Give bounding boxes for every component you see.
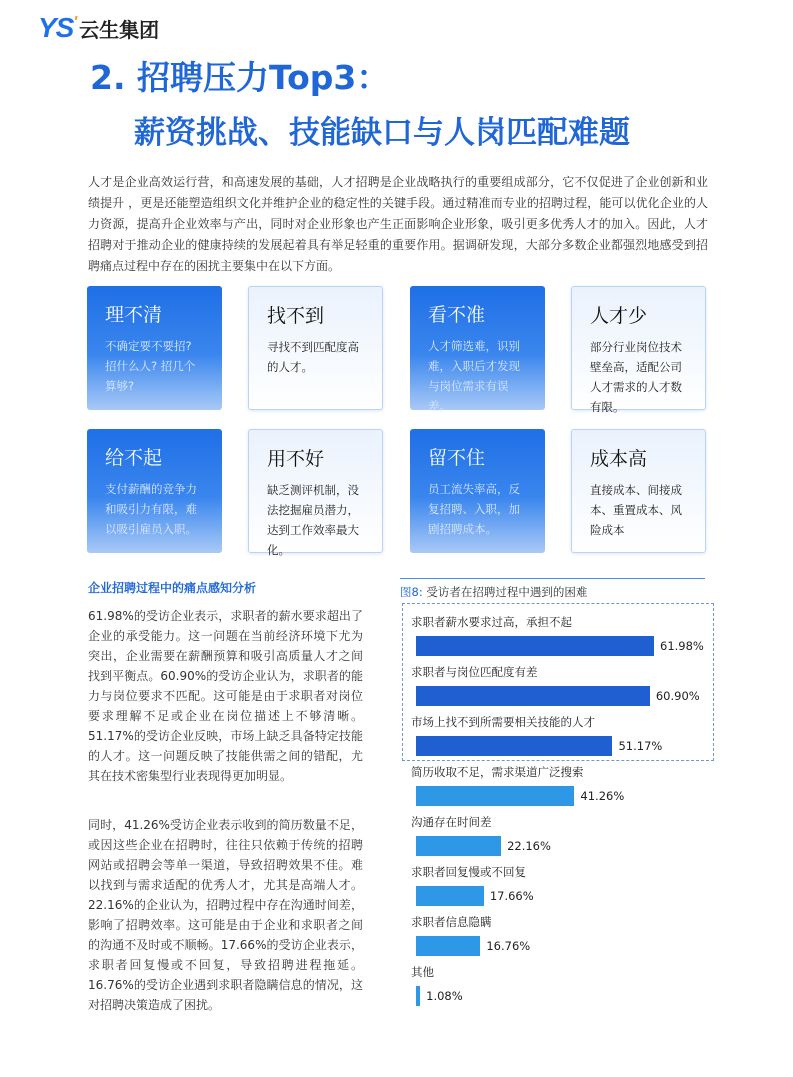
bar-category-label: 求职者薪水要求过高，承担不起 bbox=[411, 615, 572, 629]
card-desc: 部分行业岗位技术壁垒高，适配公司人才需求的人才数有限。 bbox=[590, 340, 682, 414]
card-desc: 直接成本、间接成本、重置成本、风险成本 bbox=[590, 483, 682, 537]
bar-value-label: 1.08% bbox=[426, 989, 463, 1003]
analysis-paragraph-2: 同时，41.26%受访企业表示收到的简历数量不足，或因这些企业在招聘时，往往只依赖于传统的招聘网站或招聘会等单一渠道，导致招聘效果不佳。难以找到与需求适配的优秀人才，尤其是高端人才。22.16%的企业认为，招聘过程中存在沟通时间差，影响了招聘效率。这可能是由于企业和求职者之间的沟通不及时或不顺畅。17.66%的受访企业表示，求职者回复慢或不回复，导致招聘进程拖延。16.76%的受访企业遇到求职者隐瞒信息的情况，这对招聘决策造成了困扰。 bbox=[88, 818, 363, 1012]
card-title: 留不住 bbox=[428, 447, 486, 469]
pain-card bbox=[410, 286, 545, 413]
card-desc: 人才筛选难，识别难，入职后才发现与岗位需求有误差。 bbox=[428, 339, 520, 413]
card-desc: 寻找不到匹配度高的人才。 bbox=[267, 340, 359, 374]
card-title: 理不清 bbox=[105, 304, 163, 326]
card-title: 看不准 bbox=[428, 304, 486, 326]
card-title: 成本高 bbox=[590, 448, 648, 470]
card-desc: 不确定要不要招? 招什么人? 招几个算够? bbox=[105, 339, 196, 393]
figure-label: 图8: bbox=[400, 585, 423, 599]
bar-value-label: 60.90% bbox=[655, 689, 700, 703]
bar-category-label: 其他 bbox=[411, 965, 434, 979]
pain-card bbox=[571, 429, 706, 553]
bar-category-label: 市场上找不到所需要相关技能的人才 bbox=[411, 715, 595, 729]
card-title: 找不到 bbox=[267, 305, 325, 327]
bar-category-label: 求职者回复慢或不回复 bbox=[411, 865, 526, 879]
bar bbox=[416, 936, 480, 956]
card-desc: 支付薪酬的竞争力和吸引力有限，难以吸引雇员入职。 bbox=[105, 482, 197, 536]
card-title: 用不好 bbox=[267, 448, 325, 470]
section-title: 企业招聘过程中的痛点感知分析 bbox=[88, 581, 257, 595]
pain-card bbox=[571, 286, 706, 414]
bar bbox=[416, 986, 420, 1006]
company-logo bbox=[38, 12, 159, 44]
card-title: 给不起 bbox=[105, 447, 163, 469]
bar-value-label: 17.66% bbox=[489, 889, 534, 903]
bar-category-label: 求职者与岗位匹配度有差 bbox=[411, 665, 538, 679]
card-desc: 缺乏测评机制，没法挖掘雇员潜力，达到工作效率最大化。 bbox=[267, 483, 359, 557]
analysis-paragraph-1: 61.98%的受访企业表示，求职者的薪水要求超出了企业的承受能力。这一问题在当前经济环境下尤为突出，企业需要在薪酬预算和吸引高质量人才之间找到平衡点。60.90%的受访企业认为，求职者的能力与岗位要求不匹配。这可能是由于求职者对岗位要求理解不足或企业在岗位描述上不够清晰。51.17%的受访企业反映，市场上缺乏具备特定技能的人才。这一问题反映了技能供需之间的错配，尤其在技术密集型行业表现得更加明显。 bbox=[88, 609, 363, 783]
bar bbox=[416, 836, 501, 856]
bar-value-label: 16.76% bbox=[486, 939, 531, 953]
card-title: 人才少 bbox=[590, 305, 648, 327]
figure-caption bbox=[400, 584, 587, 600]
bar-category-label: 简历收取不足，需求渠道广泛搜索 bbox=[411, 765, 584, 779]
bar bbox=[416, 786, 574, 806]
bar bbox=[416, 736, 612, 756]
pain-card bbox=[410, 429, 545, 553]
bar bbox=[416, 686, 650, 706]
pain-card bbox=[248, 286, 383, 410]
pain-card bbox=[248, 429, 383, 557]
page-title: 2. 招聘压力Top3： bbox=[90, 58, 390, 97]
page-subtitle: 薪资挑战、技能缺口与人岗匹配难题 bbox=[134, 115, 630, 151]
figure-rule bbox=[400, 578, 705, 579]
figure-caption-text: 受访者在招聘过程中遇到的困难 bbox=[426, 585, 588, 599]
bar-value-label: 61.98% bbox=[660, 639, 704, 653]
bar-category-label: 求职者信息隐瞒 bbox=[411, 915, 492, 929]
pain-card bbox=[87, 429, 222, 553]
card-desc: 员工流失率高，反复招聘、入职，加剧招聘成本。 bbox=[428, 482, 520, 536]
pain-card bbox=[87, 286, 222, 410]
logo-text: 云生集团 bbox=[79, 17, 160, 42]
bar-value-label: 51.17% bbox=[618, 739, 663, 753]
bar-value-label: 41.26% bbox=[580, 789, 625, 803]
logo-mark: YS' bbox=[38, 12, 77, 43]
bar bbox=[416, 886, 484, 906]
bar-category-label: 沟通存在时间差 bbox=[411, 815, 492, 829]
intro-paragraph: 人才是企业高效运行营，和高速发展的基础，人才招聘是企业战略执行的重要组成部分，它不仅促进了企业创新和业绩提升 ，更是还能塑造组织文化并维护企业的稳定性的关键手段。通过精准而专业的招聘过程，能可以优化企业的人力资源，提高升企业效率与产出，同时对企业形象也产生正面影响企业形象，吸引更多优秀人才的加入。因此，人才招聘对于推动企业的健康持续的发展起着具有举足轻重的重要作用。据调研发现，大部分多数企业都强烈地感受到招聘痛点过程中存在的困扰主要集中在以下方面。 bbox=[88, 175, 708, 273]
bar-value-label: 22.16% bbox=[507, 839, 551, 853]
bar bbox=[416, 636, 654, 656]
